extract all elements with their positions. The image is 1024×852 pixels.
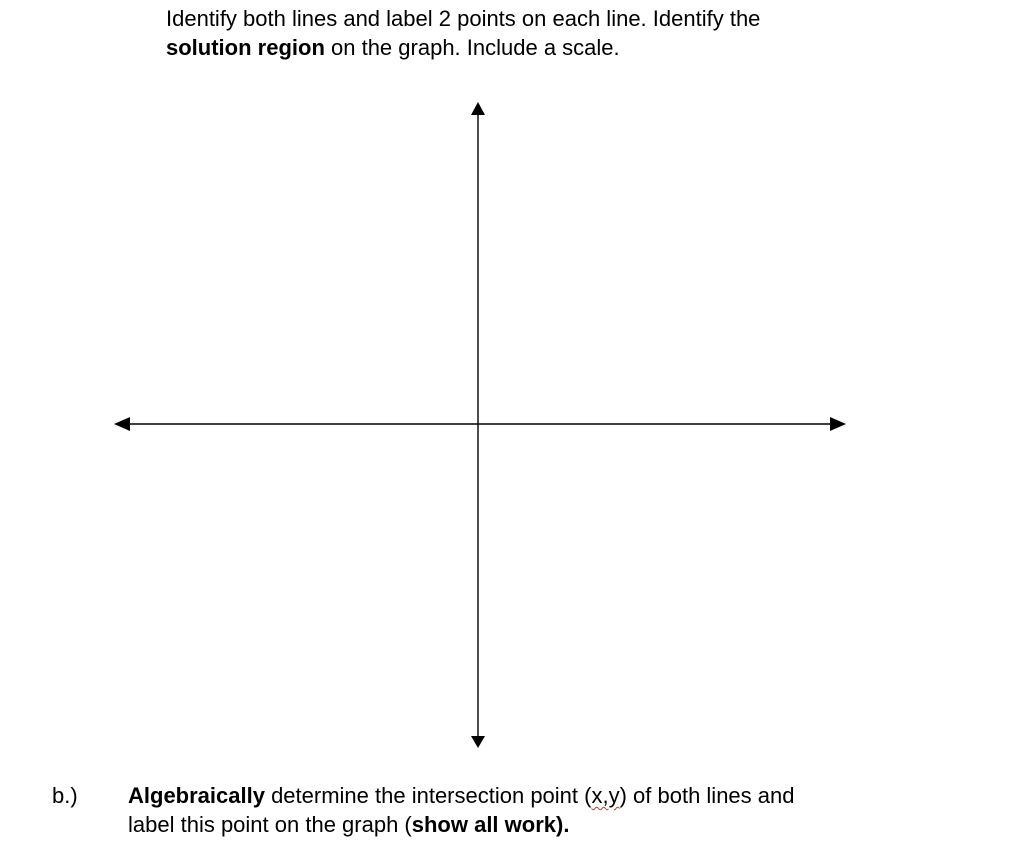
instructions-line-1: Identify both lines and label 2 points on each line. Identify the	[166, 6, 761, 31]
part-b-label: b.)	[52, 783, 78, 808]
part-b-text-mid: determine the intersection point (	[264, 783, 592, 808]
y-axis-up-arrow-icon	[471, 102, 485, 115]
y-axis-down-arrow-icon	[471, 736, 485, 748]
show-all-work-emphasis: show all work).	[411, 812, 570, 837]
x-axis-left-arrow-icon	[114, 417, 130, 431]
x-axis-right-arrow-icon	[830, 417, 846, 431]
instructions-line-2-rest: on the graph. Include a scale.	[324, 35, 620, 60]
part-b-line-1	[128, 781, 988, 810]
solution-region-emphasis: solution region	[166, 35, 325, 60]
xy-spellcheck-word[interactable]: x,y	[591, 783, 620, 808]
part-b-text-end: ) of both lines and	[619, 783, 795, 808]
algebraically-emphasis: Algebraically	[128, 783, 265, 808]
part-b-line-2-start: label this point on the graph (	[128, 812, 412, 837]
part-b-line-2	[128, 810, 988, 839]
part-b-text	[128, 781, 988, 839]
